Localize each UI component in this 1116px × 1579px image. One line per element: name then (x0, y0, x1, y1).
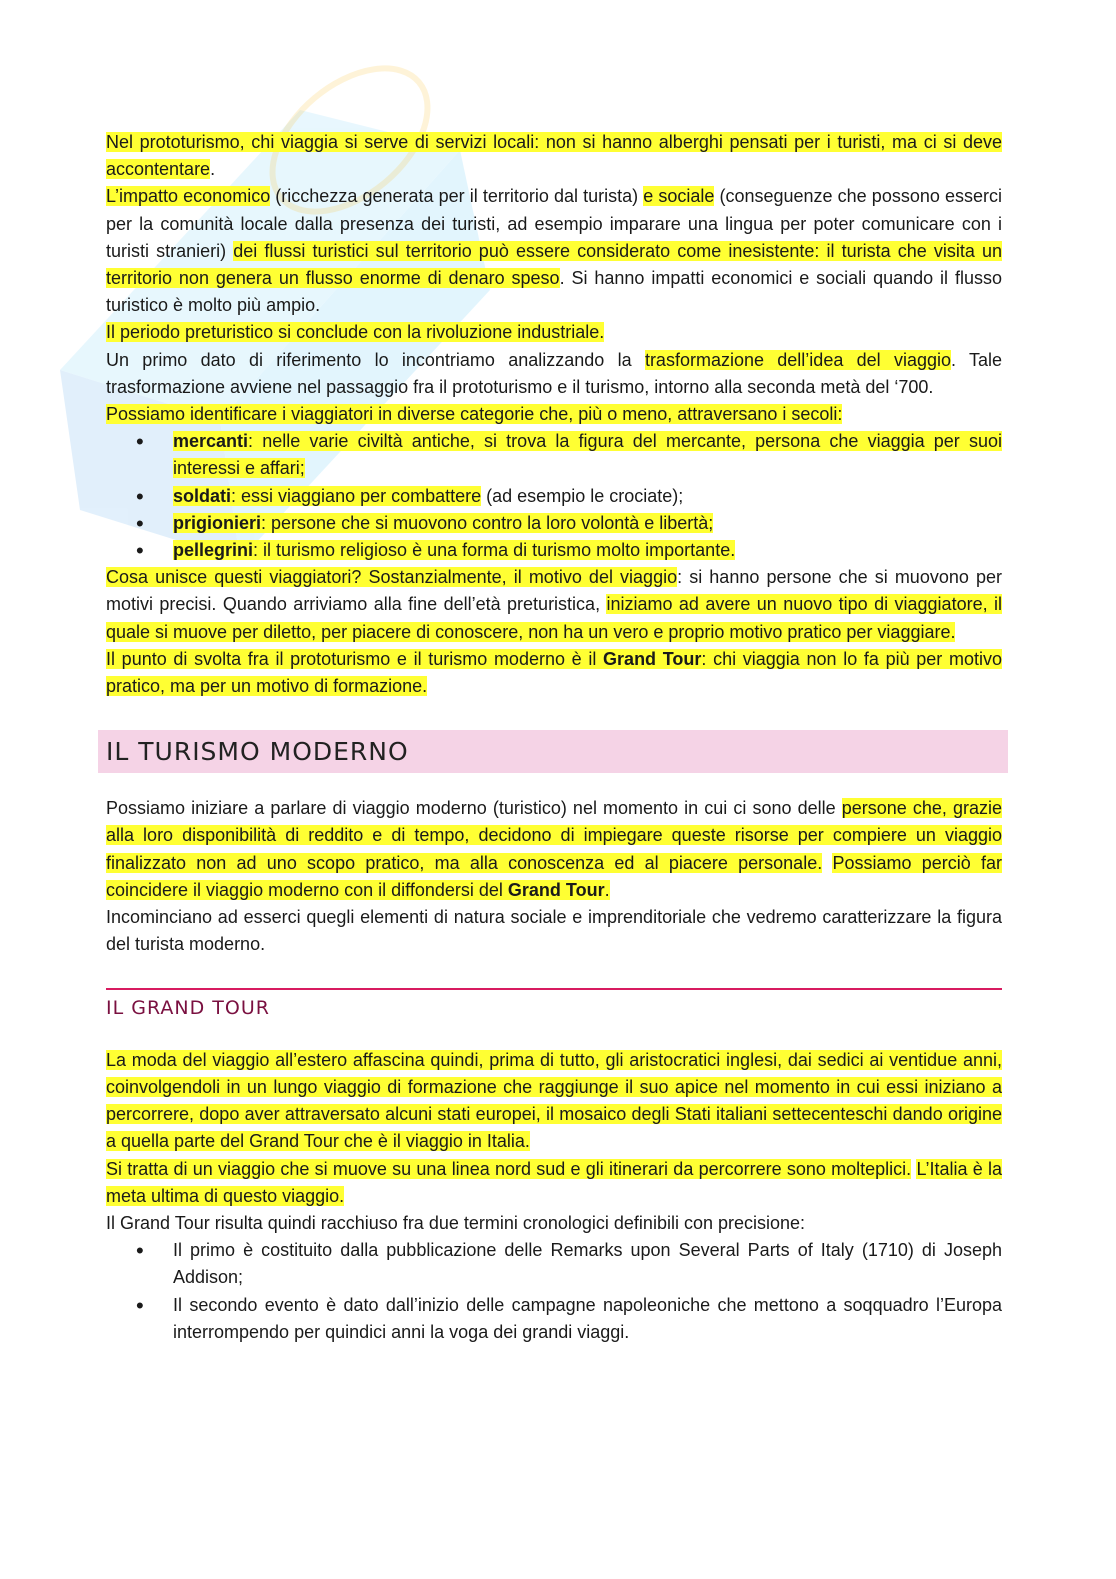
text (822, 853, 832, 873)
text: (conseguenze che possono esserci per la comunità locale dalla presenza dei turisti, ad esempio imparare una lingua per poter comunicare con i turisti stranieri) (106, 186, 1002, 261)
paragraph-preturistico (106, 319, 1002, 346)
highlight: e sociale (643, 186, 715, 207)
paragraph-viaggio-moderno (106, 795, 1002, 904)
list-item (106, 537, 1002, 564)
highlight: L’Italia è la meta ultima di questo viaggio. (106, 1158, 1002, 1206)
paragraph-categorie (106, 401, 1002, 428)
paragraph-termini: Il Grand Tour risulta quindi racchiuso fra due termini cronologici definibili con precisione: (106, 1212, 806, 1233)
text: Un primo dato di riferimento lo incontriamo analizzando la (106, 349, 645, 370)
paragraph-trasformazione (106, 347, 1002, 401)
highlight: Cosa unisce questi viaggiatori? Sostanzialmente, il motivo del viaggio (106, 567, 678, 588)
heading-grand-tour: IL GRAND TOUR (106, 997, 270, 1020)
highlight: dei flussi turistici sul territorio può essere considerato come inesistente: il turista che visita un territorio non genera un flusso enorme di denaro speso (106, 240, 1002, 289)
list-item (106, 483, 1002, 510)
list-item: • Il secondo evento è dato dall’inizio delle campagne napoleoniche che mettono a soqquadro l’Europa interrompendo per quindici anni la voga dei grandi viaggi. (106, 1292, 1002, 1346)
text: Possiamo perciò far coincidere il viaggio moderno con il diffondersi del (106, 852, 1002, 900)
text: (ricchezza generata per il territorio dal turista) (270, 186, 644, 207)
term: Grand Tour (507, 879, 605, 900)
term: Grand Tour (603, 648, 702, 669)
text: : si hanno persone che si muovono per motivi precisi. Quando arriviamo alla fine dell’età preturistica, (106, 567, 1002, 615)
list-item: • Il primo è costituito dalla pubblicazione delle Remarks upon Several Parts of Italy (1710) di Joseph Addison; (106, 1237, 1002, 1291)
grand-tour-dates-list (106, 1237, 1002, 1346)
paragraph-svolta (106, 646, 1002, 700)
text: : chi viaggia non lo fa più per motivo pratico, ma per un motivo di formazione. (106, 648, 1002, 697)
text: . (604, 879, 610, 900)
list-item (106, 510, 1002, 537)
text: . Tale trasformazione avviene nel passaggio fra il prototurismo e il turismo, intorno alla seconda metà del ‘700. (106, 349, 1002, 397)
highlight: L’impatto economico (106, 186, 271, 207)
traveller-categories-list (106, 428, 1002, 564)
highlight: Nel prototurismo, chi viaggia si serve di servizi locali: non si hanno alberghi pensati per i turisti, ma ci si deve accontentare (106, 132, 1002, 180)
paragraph-elementi: Incominciano ad esserci quegli elementi di natura sociale e imprenditoriale che vedremo caratterizzare la figura del turista moderno. (106, 907, 1002, 955)
paragraph-moda (106, 1047, 1002, 1156)
text: : essi viaggiano per combattere (231, 485, 482, 506)
heading-rule (106, 988, 1002, 1022)
text: . (210, 159, 216, 180)
document-page (106, 129, 1002, 1346)
highlight: trasformazione dell’idea del viaggio (644, 349, 951, 370)
term: prigionieri (173, 512, 262, 533)
highlight: Si tratta di un viaggio che si muove su una linea nord sud e gli itinerari da percorrere sono molteplici. (106, 1158, 912, 1179)
paragraph-linea (106, 1156, 1002, 1210)
paragraph-motivo (106, 564, 1002, 646)
paragraph-impatto (106, 183, 1002, 319)
highlight: iniziamo ad avere un nuovo tipo di viaggiatore, il quale si muove per diletto, per piacere di conoscere, non ha un vero e proprio motivo pratico per viaggiare. (106, 594, 1002, 642)
text: . Si hanno impatti economici e sociali quando il flusso turistico è molto più ampio. (106, 268, 1002, 316)
term: pellegrini (173, 540, 254, 561)
highlight: La moda del viaggio all’estero affascina quindi, prima di tutto, gli aristocratici inglesi, dai sedici ai ventidue anni, coinvolgendoli in un lungo viaggio di formazione che raggiunge il suo apice nel momento in cui essi iniziano a percorrere, dopo aver attraversato alcuni stati europei, il mosaico degli Stati italiani settecenteschi dando origine a quella parte del Grand Tour che è il viaggio in Italia. (106, 1049, 1002, 1152)
highlight: Il periodo preturistico si conclude con la rivoluzione industriale. (106, 322, 605, 343)
list-item (106, 428, 1002, 482)
paragraph-prototurismo (106, 129, 1002, 183)
term: mercanti (173, 431, 249, 452)
term: soldati (173, 485, 232, 506)
heading-turismo-moderno: IL TURISMO MODERNO (98, 730, 1008, 773)
highlight: Possiamo identificare i viaggiatori in diverse categorie che, più o meno, attraversano i secoli: (106, 404, 843, 425)
text: (ad esempio le crociate); (481, 485, 684, 506)
text: : il turismo religioso è una forma di turismo molto importante. (253, 540, 736, 561)
highlight: persone che, grazie alla loro disponibilità di reddito e di tempo, decidono di impiegare queste risorse per compiere un viaggio finalizzato non ad uno scopo pratico, ma alla conoscenza ed al piacere personale. (106, 798, 1002, 873)
text: : nelle varie civiltà antiche, si trova la figura del mercante, persona che viaggia per suoi interessi e affari; (173, 431, 1002, 479)
text: Possiamo iniziare a parlare di viaggio moderno (turistico) nel momento in cui ci sono delle (106, 798, 842, 819)
text: Il punto di svolta fra il prototurismo e il turismo moderno è il (106, 648, 604, 669)
text: : persone che si muovono contro la loro volontà e libertà; (261, 512, 714, 533)
